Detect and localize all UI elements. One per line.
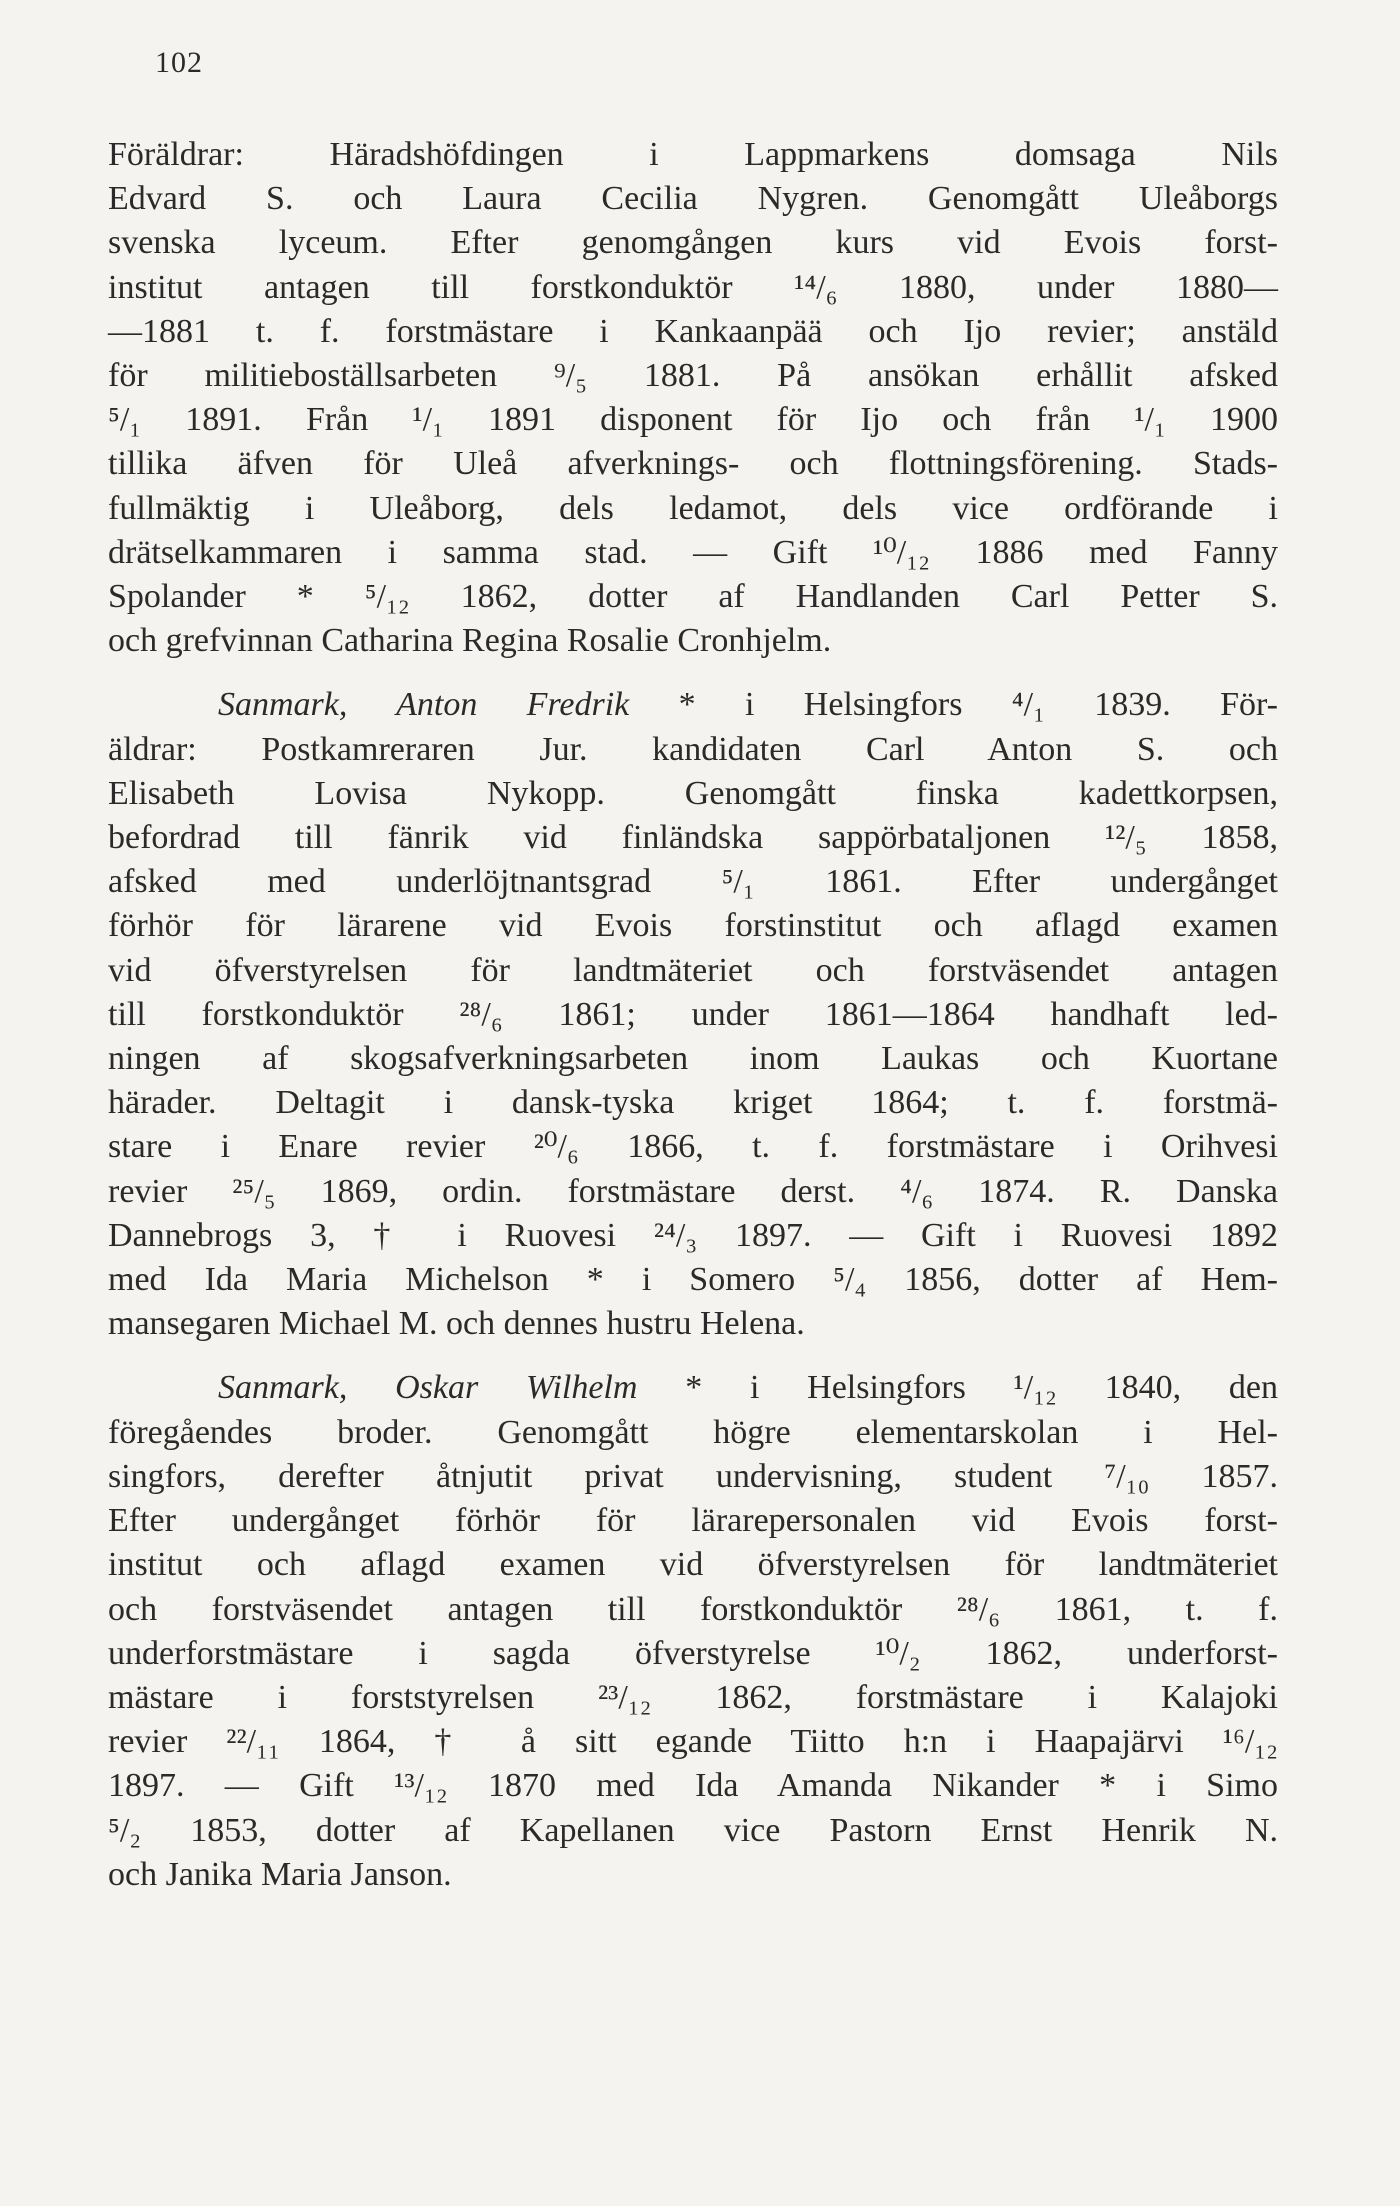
- entry-name: Sanmark, Anton Fredrik: [218, 686, 630, 724]
- text-line: Dannebrogs 3, † i Ruovesi ²⁴/₃ 1897. — Gift i Ruovesi 1892: [108, 1216, 1278, 1254]
- text-line: härader. Deltagit i dansk-tyska kriget 1864; t. f. forstmä-: [108, 1084, 1278, 1122]
- text-line: singfors, derefter åtnjutit privat undervisning, student ⁷/₁₀ 1857.: [108, 1457, 1278, 1495]
- text-line: ningen af skogsafverkningsarbeten inom Laukas och Kuortane: [108, 1040, 1278, 1078]
- text-line: föregåendes broder. Genomgått högre elementarskolan i Hel-: [108, 1413, 1278, 1451]
- text-line: tillika äfven för Uleå afverknings- och flottningsförening. Stads-: [108, 445, 1278, 483]
- text-line: svenska lyceum. Efter genomgången kurs vid Evois forst-: [108, 224, 1278, 262]
- text-line: stare i Enare revier ²⁰/₆ 1866, t. f. forstmästare i Orihvesi: [108, 1128, 1278, 1166]
- text-line: * i Helsingfors ¹/₁₂ 1840, den: [637, 1369, 1279, 1407]
- text-line: * i Helsingfors ⁴/₁ 1839. För-: [629, 686, 1278, 724]
- text-line: förhör för lärarene vid Evois forstinstitut och aflagd examen: [108, 907, 1278, 945]
- entry-paragraph-3: [108, 1366, 1278, 1896]
- text-line: institut och aflagd examen vid öfverstyrelsen för landtmäteriet: [108, 1546, 1278, 1584]
- text-line: vid öfverstyrelsen för landtmäteriet och forstväsendet antagen: [108, 951, 1278, 989]
- text-line: ⁵/₂ 1853, dotter af Kapellanen vice Pastorn Ernst Henrik N.: [108, 1811, 1278, 1849]
- text-line: för militieboställsarbeten ⁹/₅ 1881. På ansökan erhållit afsked: [108, 357, 1278, 395]
- main-text: [108, 133, 1278, 1897]
- entry-paragraph-2: [108, 683, 1278, 1346]
- text-line: och Janika Maria Janson.: [108, 1855, 452, 1893]
- text-line: med Ida Maria Michelson * i Somero ⁵/₄ 1856, dotter af Hem-: [108, 1261, 1278, 1299]
- text-line: Elisabeth Lovisa Nykopp. Genomgått finska kadettkorpsen,: [108, 774, 1278, 812]
- text-line: afsked med underlöjtnantsgrad ⁵/₁ 1861. Efter undergånget: [108, 863, 1278, 901]
- text-line: 1897. — Gift ¹³/₁₂ 1870 med Ida Amanda Nikander * i Simo: [108, 1767, 1278, 1805]
- text-line: mansegaren Michael M. och dennes hustru Helena.: [108, 1305, 805, 1343]
- text-line: till forstkonduktör ²⁸/₆ 1861; under 1861—1864 handhaft led-: [108, 995, 1278, 1033]
- text-line: och grefvinnan Catharina Regina Rosalie Cronhjelm.: [108, 622, 832, 660]
- text-line: Efter undergånget förhör för lärarepersonalen vid Evois forst-: [108, 1502, 1278, 1540]
- entry-heading-line: [108, 1366, 1278, 1410]
- text-line: institut antagen till forstkonduktör ¹⁴/₆ 1880, under 1880—: [108, 268, 1278, 306]
- entry-paragraph-1: [108, 133, 1278, 663]
- text-line: Föräldrar: Häradshöfdingen i Lappmarkens domsaga Nils: [108, 136, 1278, 173]
- text-line: drätselkammaren i samma stad. — Gift ¹⁰/₁₂ 1886 med Fanny: [108, 533, 1278, 571]
- text-line: äldrar: Postkamreraren Jur. kandidaten Carl Anton S. och: [108, 730, 1278, 768]
- text-line: revier ²²/₁₁ 1864, † å sitt egande Tiitto h:n i Haapajärvi ¹⁶/₁₂: [108, 1723, 1278, 1761]
- text-line: Edvard S. och Laura Cecilia Nygren. Genomgått Uleåborgs: [108, 180, 1278, 218]
- text-line: ⁵/₁ 1891. Från ¹/₁ 1891 disponent för Ijo och från ¹/₁ 1900: [108, 401, 1278, 439]
- entry-name: Sanmark, Oskar Wilhelm: [218, 1369, 638, 1407]
- text-line: befordrad till fänrik vid finländska sappörbataljonen ¹²/₅ 1858,: [108, 819, 1278, 857]
- text-line: fullmäktig i Uleåborg, dels ledamot, dels vice ordförande i: [108, 489, 1278, 527]
- text-line: Spolander * ⁵/₁₂ 1862, dotter af Handlanden Carl Petter S.: [108, 578, 1278, 616]
- entry-heading-line: [108, 683, 1278, 727]
- text-line: —1881 t. f. forstmästare i Kankaanpää och Ijo revier; anstäld: [108, 312, 1278, 350]
- text-line: revier ²⁵/₅ 1869, ordin. forstmästare derst. ⁴/₆ 1874. R. Danska: [108, 1172, 1278, 1210]
- text-line: mästare i forststyrelsen ²³/₁₂ 1862, forstmästare i Kalajoki: [108, 1678, 1278, 1716]
- text-line: och forstväsendet antagen till forstkonduktör ²⁸/₆ 1861, t. f.: [108, 1590, 1278, 1628]
- page-number: 102: [155, 46, 203, 79]
- text-line: underforstmästare i sagda öfverstyrelse ¹⁰/₂ 1862, underforst-: [108, 1634, 1278, 1672]
